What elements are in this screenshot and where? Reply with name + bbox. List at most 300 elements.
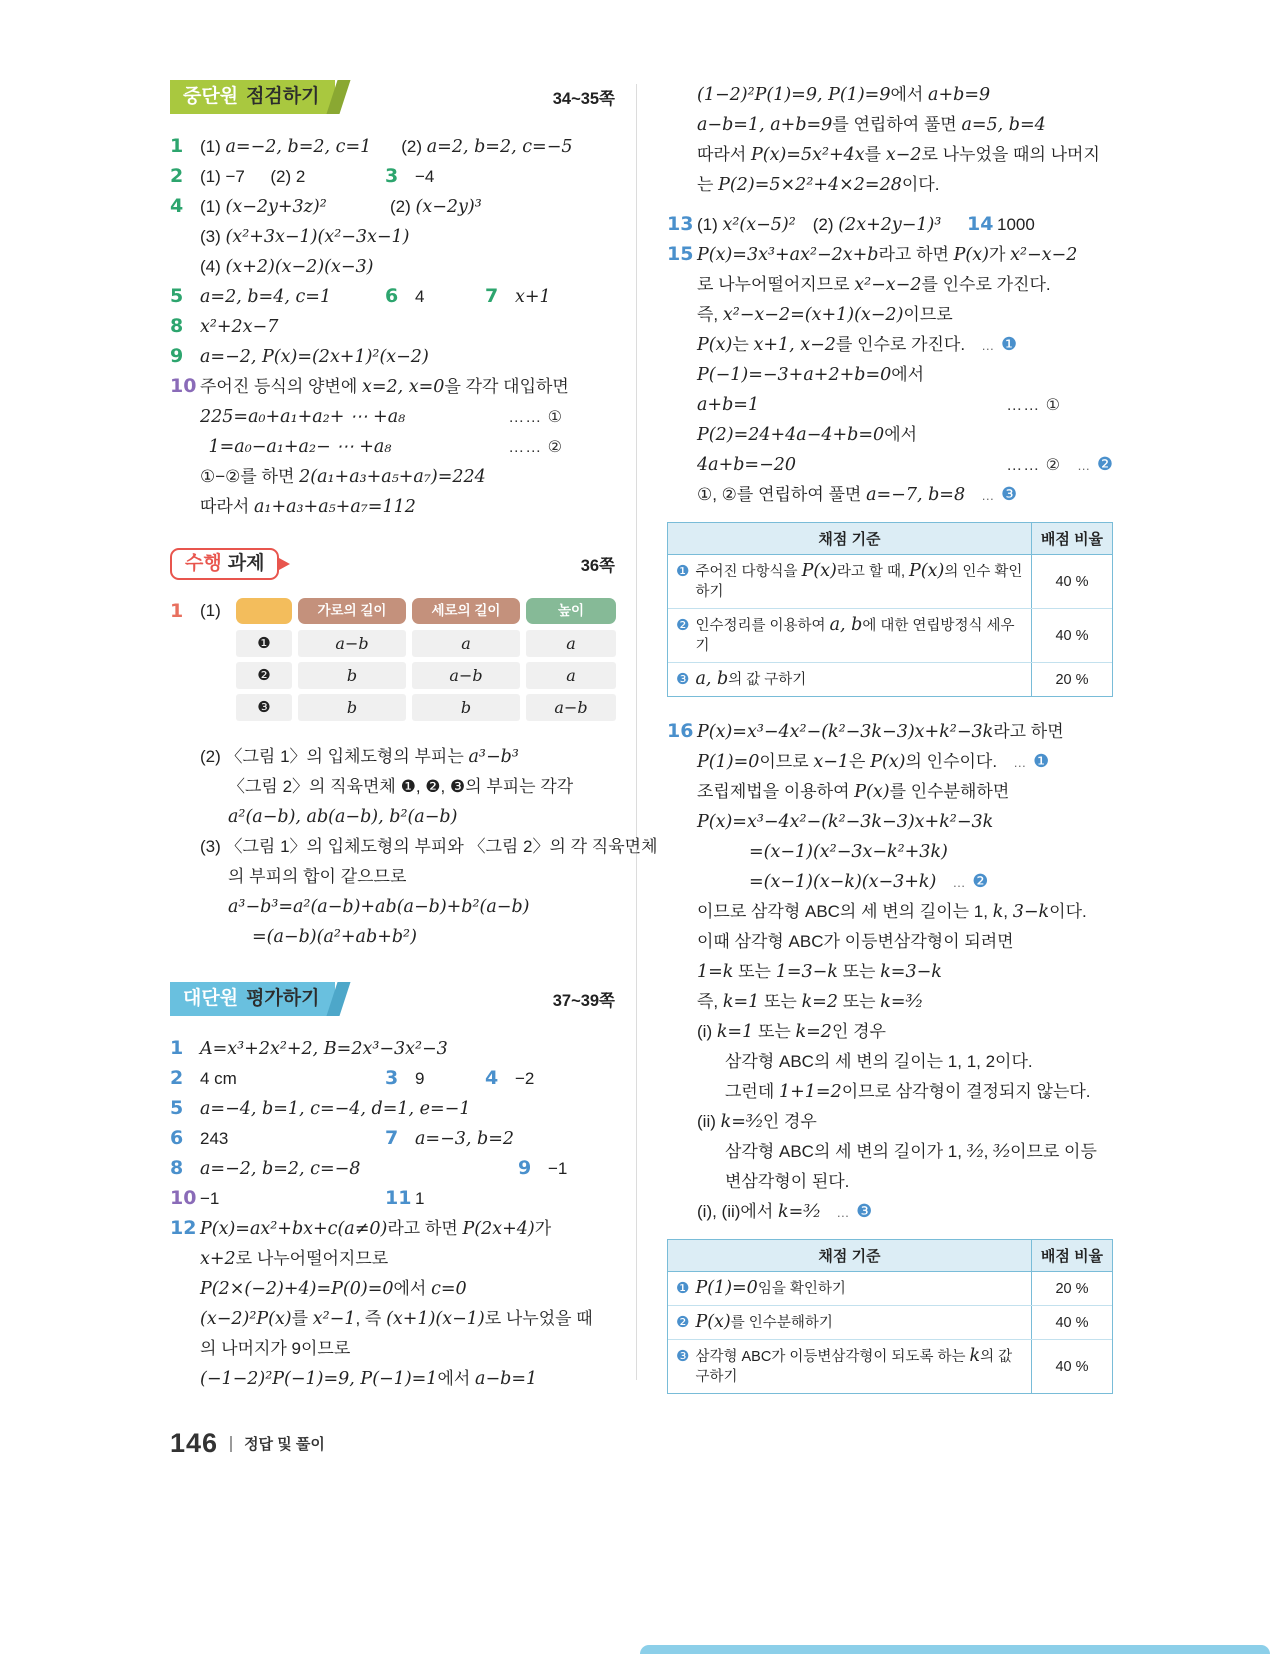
- step-marker: [1005, 747, 1049, 777]
- problem-number: 8: [170, 315, 184, 337]
- text-row: [170, 1304, 615, 1334]
- row-text: (1) (x−2y+3z)²: [200, 197, 327, 217]
- row-cells: [170, 162, 434, 191]
- badge-rest-text: 점검하기: [246, 86, 320, 107]
- row-cell: [170, 1064, 385, 1093]
- problem-number: 4: [485, 1067, 499, 1089]
- row-text: −1: [200, 1189, 220, 1208]
- row-text: (3) 〈그림 1〉의 입체도형의 부피와 〈그림 2〉의 각 직육면체: [200, 837, 658, 856]
- row-text: =(x−1)(x²−3x−k²+3k): [749, 842, 948, 862]
- row-cell: [170, 462, 486, 492]
- criteria-cell: [668, 663, 1031, 696]
- text-row: [667, 807, 1113, 837]
- problem-number: 3: [385, 1067, 399, 1089]
- row-cell: [695, 1047, 1033, 1076]
- section-header-midunit: [170, 80, 615, 114]
- row-cell: [170, 372, 569, 402]
- marker-dots: …: [981, 488, 995, 503]
- row-cell: [695, 1077, 1091, 1107]
- equation-number-note: …… ①: [1006, 397, 1061, 414]
- row-cell: [170, 1034, 448, 1064]
- volume-table-values: [298, 662, 616, 689]
- row-text: P(x)=x³−4x²−(k²−3k−3)x+k²−3k라고 하면: [697, 722, 1064, 742]
- volume-table-cell: a−b: [412, 662, 520, 689]
- row-text: −4: [415, 167, 435, 186]
- row-text: 그런데 1+1=2이므로 삼각형이 결정되지 않는다.: [725, 1082, 1091, 1102]
- row-circle-label: ❸: [236, 694, 292, 721]
- text-row: [667, 957, 1113, 987]
- row-cell: [170, 832, 658, 861]
- problem-number: 5: [170, 285, 184, 307]
- row-text: 조립제법을 이용하여 P(x)를 인수분해하면: [697, 782, 1010, 802]
- row-cell: [170, 312, 278, 342]
- text-row: [170, 1214, 615, 1244]
- text-row: [170, 742, 615, 772]
- row-cell: [170, 1334, 350, 1363]
- row-text: 삼각형 ABC의 세 변의 길이는 1, 1, 2이다.: [725, 1052, 1033, 1071]
- text-row: [667, 1137, 1113, 1167]
- row-cell: [385, 1184, 424, 1213]
- row-cell: [170, 1124, 385, 1153]
- criteria-header-label: 채점 기준: [818, 1248, 881, 1265]
- row-text: P(x)=ax²+bx+c(a≠0)라고 하면 P(2x+4)가: [200, 1219, 552, 1239]
- row-cell: [719, 867, 936, 897]
- problem-number: 14: [967, 213, 994, 235]
- volume-table-row: [236, 630, 616, 657]
- scoring-row: [668, 1340, 1112, 1393]
- text-row: [667, 420, 1113, 450]
- row-cell: [170, 1214, 551, 1244]
- equation-number-note: …… ②: [1006, 457, 1061, 474]
- row-cells: [667, 210, 1035, 240]
- step-circle-icon: ❸: [676, 1347, 690, 1365]
- task-badge: [170, 548, 279, 580]
- problems-13-to-15: [667, 210, 1113, 510]
- ratio-cell: 40 %: [1031, 609, 1112, 662]
- scoring-table-1: [667, 522, 1113, 697]
- row-cell: [170, 1244, 388, 1274]
- text-row: [667, 867, 1113, 897]
- row-cell: [719, 837, 948, 867]
- row-cell: [667, 897, 1087, 927]
- problem-number: 1: [170, 600, 184, 622]
- row-text: (2) (x−2y)³: [390, 197, 482, 217]
- sub-item-label: (1): [200, 601, 221, 620]
- text-row: [667, 300, 1113, 330]
- criteria-text: 삼각형 ABC가 이등변삼각형이 되도록 하는 k의 값 구하기: [695, 1346, 1013, 1385]
- row-text: P(−1)=−3+a+2+b=0에서: [697, 365, 925, 385]
- column-divider: [636, 84, 637, 1380]
- row-cell: [695, 1137, 1097, 1167]
- row-cell: [667, 807, 993, 837]
- row-cell: [170, 432, 391, 462]
- row-text: 의 부피의 합이 같으므로: [228, 867, 407, 886]
- row-cell: [667, 747, 997, 777]
- row-cell: [170, 222, 410, 252]
- text-row: [170, 132, 615, 162]
- text-row: [170, 1184, 615, 1214]
- row-cell: [360, 192, 482, 222]
- row-text: ①−②를 하면 2(a₁+a₃+a₅+a₇)=224: [200, 467, 486, 487]
- text-row: [170, 372, 615, 402]
- midunit-badge: [170, 80, 335, 114]
- badge-rest-text: 평가하기: [246, 988, 320, 1009]
- row-text: 4 cm: [200, 1069, 237, 1088]
- problem-number: 10: [170, 1187, 197, 1209]
- step-marker: [944, 867, 988, 897]
- row-text: a=2, b=4, c=1: [200, 287, 332, 307]
- text-row: [667, 927, 1113, 957]
- text-row: [170, 772, 615, 802]
- row-text: −2: [515, 1069, 535, 1088]
- midunit-answers: [170, 132, 615, 522]
- text-row: [667, 360, 1113, 390]
- row-cell: [967, 210, 1035, 239]
- volume-table-header-row: [236, 598, 616, 624]
- row-circle-label: ❷: [236, 662, 292, 689]
- volume-table-row: [236, 662, 616, 689]
- scoring-row: [668, 1272, 1112, 1306]
- row-text: P(2×(−2)+4)=P(0)=0에서 c=0: [200, 1279, 467, 1299]
- row-cell: [518, 1154, 567, 1183]
- equation-number-note: …… ①: [508, 409, 563, 426]
- row-cell: [170, 132, 371, 162]
- text-row: [170, 1364, 615, 1394]
- footer-divider: [230, 1436, 232, 1452]
- ratio-cell: 20 %: [1031, 663, 1112, 696]
- row-cell: [170, 1304, 593, 1334]
- row-text: a=−3, b=2: [415, 1129, 515, 1149]
- row-text: 243: [200, 1129, 229, 1148]
- marker-dots: …: [1013, 755, 1027, 770]
- row-text: a=−2, P(x)=(2x+1)²(x−2): [200, 347, 429, 367]
- row-cell: [667, 390, 759, 420]
- text-row: [170, 192, 615, 222]
- row-cells: [170, 192, 482, 222]
- text-row: [667, 480, 1113, 510]
- text-row: [170, 162, 615, 192]
- text-row: [170, 1034, 615, 1064]
- row-cell: [667, 210, 967, 240]
- row-text: (4) (x+2)(x−2)(x−3): [200, 257, 374, 277]
- text-row: [170, 1274, 615, 1304]
- row-cell: [667, 450, 796, 480]
- row-text: −1: [548, 1159, 568, 1178]
- ratio-header-label: 배점 비율: [1031, 523, 1112, 554]
- volume-table-cell: a: [526, 630, 616, 657]
- row-cells: [170, 132, 573, 162]
- text-row: [667, 110, 1113, 140]
- task-solution-lines: [170, 742, 658, 952]
- row-cell: [667, 717, 1064, 747]
- problem-number: 2: [170, 165, 184, 187]
- text-row: [170, 892, 615, 922]
- row-cell: [667, 480, 965, 510]
- row-text: a+b=1: [697, 395, 760, 415]
- row-cell: [198, 892, 529, 922]
- step-circle-icon: ❶: [676, 562, 690, 580]
- row-text: a³−b³=a²(a−b)+ab(a−b)+b²(a−b): [228, 897, 530, 917]
- text-row: [170, 1094, 615, 1124]
- row-cell: [385, 1124, 514, 1154]
- scoring-table-2: [667, 1239, 1113, 1394]
- text-row: [667, 80, 1113, 110]
- text-row: [667, 897, 1113, 927]
- marker-dots: …: [981, 338, 995, 353]
- text-row: [170, 252, 615, 282]
- criteria-cell: [668, 555, 1031, 608]
- problem-number: 7: [385, 1127, 399, 1149]
- step-marker: [1069, 450, 1113, 480]
- row-cell: [198, 772, 573, 801]
- row-text: 4: [415, 287, 425, 306]
- volume-table-body: [236, 630, 616, 721]
- row-cell: [170, 1364, 537, 1394]
- volume-table-cell: a−b: [526, 694, 616, 721]
- problem-number: 12: [170, 1217, 197, 1239]
- row-cell: [667, 110, 1046, 140]
- problem-number: 8: [170, 1157, 184, 1179]
- footer-label: 정답 및 풀이: [244, 1436, 325, 1453]
- row-text: =(x−1)(x−k)(x−3+k): [749, 872, 937, 892]
- equation-number-note: …… ②: [508, 439, 563, 456]
- problem-number: 16: [667, 720, 694, 742]
- row-text: (3) (x²+3x−1)(x²−3x−1): [200, 227, 410, 247]
- row-cell: [170, 1184, 385, 1213]
- row-cell: [170, 192, 360, 222]
- row-text: 따라서 P(x)=5x²+4x를 x−2로 나누었을 때의 나머지: [697, 145, 1100, 165]
- text-row: [170, 802, 615, 832]
- volume-table-cell: b: [298, 694, 406, 721]
- text-row: [667, 140, 1113, 170]
- row-text: 즉, x²−x−2=(x+1)(x−2)이므로: [697, 305, 953, 325]
- row-cell: [198, 802, 457, 832]
- problem-number: 6: [385, 285, 399, 307]
- row-text: 변삼각형이 된다.: [725, 1172, 850, 1191]
- volume-table-header-cell: [236, 598, 292, 624]
- row-text: x²+2x−7: [200, 317, 279, 337]
- text-row: [667, 987, 1113, 1017]
- marker-circle-icon: ❸: [856, 1201, 873, 1222]
- final-answers: [170, 1034, 615, 1394]
- row-text: (1) a=−2, b=2, c=1: [200, 137, 372, 157]
- volume-table-values: [298, 694, 616, 721]
- row-cell: [667, 1017, 886, 1047]
- ratio-cell: 40 %: [1031, 1306, 1112, 1339]
- volume-table-values: [298, 630, 616, 657]
- row-text: 225=a₀+a₁+a₂+ ⋯ +a₈: [200, 407, 406, 427]
- row-text: P(x)=3x³+ax²−2x+b라고 하면 P(x)가 x²−x−2: [697, 245, 1078, 265]
- row-cell: [170, 742, 519, 772]
- row-text: a−b=1, a+b=9를 연립하여 풀면 a=5, b=4: [697, 115, 1046, 135]
- problem-number: 10: [170, 375, 197, 397]
- row-cell: [198, 862, 406, 891]
- row-text: (1) x²(x−5)² (2) (2x+2y−1)³: [697, 215, 942, 235]
- volume-table-header-cell: 높이: [526, 598, 616, 624]
- row-cell: [667, 1107, 817, 1137]
- row-text: a=−2, b=2, c=−8: [200, 1159, 361, 1179]
- row-text: 1=k 또는 1=3−k 또는 k=3−k: [697, 962, 942, 982]
- text-row: [667, 747, 1113, 777]
- row-text: 〈그림 2〉의 직육면체 ❶, ❷, ❸의 부피는 각각: [228, 777, 574, 796]
- step-marker: [828, 1197, 872, 1227]
- criteria-cell: [668, 1340, 1031, 1393]
- row-cell: [667, 957, 942, 987]
- scoring-table-header: [668, 523, 1112, 555]
- text-row: [170, 432, 615, 462]
- row-cell: [170, 282, 385, 312]
- row-text: (i), (ii)에서 k=³⁄₂: [697, 1202, 821, 1222]
- step-circle-icon: ❷: [676, 616, 690, 634]
- text-row: [667, 330, 1113, 360]
- row-text: 즉, k=1 또는 k=2 또는 k=³⁄₂: [697, 992, 923, 1012]
- criteria-text: a, b의 값 구하기: [695, 669, 807, 689]
- criteria-cell: [668, 609, 1031, 662]
- volume-table-header-cell: 가로의 길이: [298, 598, 406, 624]
- row-text: (2) 〈그림 1〉의 입체도형의 부피는 a³−b³: [200, 747, 519, 767]
- task-item-row: [170, 598, 615, 726]
- row-text: a=−4, b=1, c=−4, d=1, e=−1: [200, 1099, 471, 1119]
- text-row: [170, 312, 615, 342]
- marker-dots: …: [1077, 458, 1091, 473]
- row-cell: [385, 162, 434, 191]
- text-row: [170, 1064, 615, 1094]
- row-cells: [170, 1064, 534, 1093]
- text-row: [170, 1244, 615, 1274]
- row-text: ①, ②를 연립하여 풀면 a=−7, b=8: [697, 485, 966, 505]
- text-row: [170, 402, 615, 432]
- text-row: [170, 282, 615, 312]
- text-row: [170, 1124, 615, 1154]
- problem-number: 11: [385, 1187, 412, 1209]
- row-text: 이므로 삼각형 ABC의 세 변의 길이는 1, k, 3−k이다.: [697, 902, 1087, 922]
- volume-table-cell: b: [412, 694, 520, 721]
- row-cell: [170, 402, 405, 432]
- row-text: a²(a−b), ab(a−b), b²(a−b): [228, 807, 458, 827]
- row-cell: [667, 927, 1014, 956]
- left-column: [170, 80, 658, 1404]
- marker-circle-icon: ❶: [1032, 751, 1050, 772]
- criteria-cell: [668, 1306, 1031, 1339]
- problem-number: 15: [667, 243, 694, 265]
- row-cells: [170, 1124, 514, 1154]
- row-cell: [170, 162, 385, 191]
- criteria-text: 주어진 다항식을 P(x)라고 할 때, P(x)의 인수 확인하기: [695, 561, 1023, 600]
- row-cell: [170, 342, 429, 372]
- row-text: x+2로 나누어떨어지므로: [200, 1249, 389, 1269]
- page-number: 146: [170, 1428, 219, 1458]
- text-row: [170, 1334, 615, 1364]
- row-cell: [667, 1197, 820, 1227]
- row-cells: [170, 282, 551, 312]
- row-cell: [667, 420, 917, 450]
- scoring-row: [668, 1306, 1112, 1340]
- row-text: 4a+b=−20: [697, 455, 797, 475]
- row-cells: [170, 1154, 567, 1184]
- problem-number: 13: [667, 213, 694, 235]
- row-cell: [485, 1064, 534, 1093]
- continued-solution-lines: [667, 80, 1113, 200]
- ratio-cell: 40 %: [1031, 555, 1112, 608]
- page-reference: 36쪽: [580, 557, 615, 575]
- row-cell: [667, 300, 953, 330]
- text-row: [170, 862, 615, 892]
- row-text: 1: [415, 1189, 425, 1208]
- volume-table-cell: a: [526, 662, 616, 689]
- row-text: (−1−2)²P(−1)=9, P(−1)=1에서 a−b=1: [200, 1369, 538, 1389]
- row-cell: [385, 1064, 485, 1093]
- page-edge-accent: [640, 1645, 1270, 1654]
- text-row: [170, 1154, 615, 1184]
- row-text: 9: [415, 1069, 425, 1088]
- text-row: [667, 1047, 1113, 1077]
- text-row: [170, 342, 615, 372]
- row-text: (2) a=2, b=2, c=−5: [401, 137, 573, 157]
- ratio-cell: 20 %: [1031, 1272, 1112, 1305]
- scoring-table-body: [668, 555, 1112, 696]
- text-row: [170, 832, 658, 862]
- row-cell: [667, 240, 1077, 270]
- row-cell: [170, 252, 373, 282]
- volume-table-cell: a−b: [298, 630, 406, 657]
- step-circle-icon: ❸: [676, 670, 690, 688]
- row-cell: [667, 80, 990, 110]
- marker-circle-icon: ❷: [972, 871, 989, 892]
- problem-number: 4: [170, 195, 184, 217]
- marker-circle-icon: ❷: [1096, 454, 1113, 475]
- row-text: 삼각형 ABC의 세 변의 길이가 1, ³⁄₂, ³⁄₂이므로 이등: [725, 1142, 1097, 1162]
- text-row: [667, 170, 1113, 200]
- page-footer: [170, 1428, 325, 1459]
- section-header-final: [170, 982, 615, 1016]
- text-row: [667, 717, 1113, 747]
- row-text: 1000: [997, 215, 1035, 234]
- row-cell: [170, 1094, 470, 1124]
- page-reference: 37~39쪽: [552, 992, 615, 1010]
- step-circle-icon: ❷: [676, 1313, 690, 1331]
- problem-number: 6: [170, 1127, 184, 1149]
- step-marker: [973, 480, 1017, 510]
- row-cell: [667, 777, 1009, 807]
- row-text: (x−2)²P(x)를 x²−1, 즉 (x+1)(x−1)로 나누었을 때: [200, 1309, 593, 1329]
- text-row: [667, 1107, 1113, 1137]
- row-text: P(1)=0이므로 x−1은 P(x)의 인수이다.: [697, 752, 998, 772]
- text-row: [667, 210, 1113, 240]
- row-text: 1=a₀−a₁+a₂− ⋯ +a₈: [208, 437, 392, 457]
- marker-circle-icon: ❸: [1000, 484, 1018, 505]
- problem-number: 5: [170, 1097, 184, 1119]
- row-cell: [385, 282, 485, 311]
- problem-number: 9: [518, 1157, 532, 1179]
- marker-dots: …: [836, 1205, 850, 1220]
- scoring-row: [668, 663, 1112, 696]
- scoring-row: [668, 609, 1112, 663]
- row-cell: [170, 1154, 518, 1184]
- row-text: 따라서 a₁+a₃+a₅+a₇=112: [200, 497, 416, 517]
- ratio-cell: 40 %: [1031, 1340, 1112, 1393]
- row-text: 이때 삼각형 ABC가 이등변삼각형이 되려면: [697, 932, 1014, 951]
- volume-table-header-cell: 세로의 길이: [412, 598, 520, 624]
- row-text: (1−2)²P(1)=9, P(1)=9에서 a+b=9: [697, 85, 991, 105]
- row-text: P(x)=x³−4x²−(k²−3k−3)x+k²−3k: [697, 812, 994, 832]
- scoring-row: [668, 555, 1112, 609]
- row-cell: [667, 140, 1100, 170]
- text-row: [667, 270, 1113, 300]
- badge-bold-text: 대단원: [183, 988, 239, 1009]
- right-column: [667, 80, 1113, 1414]
- volume-table-cell: b: [298, 662, 406, 689]
- text-row: [667, 837, 1113, 867]
